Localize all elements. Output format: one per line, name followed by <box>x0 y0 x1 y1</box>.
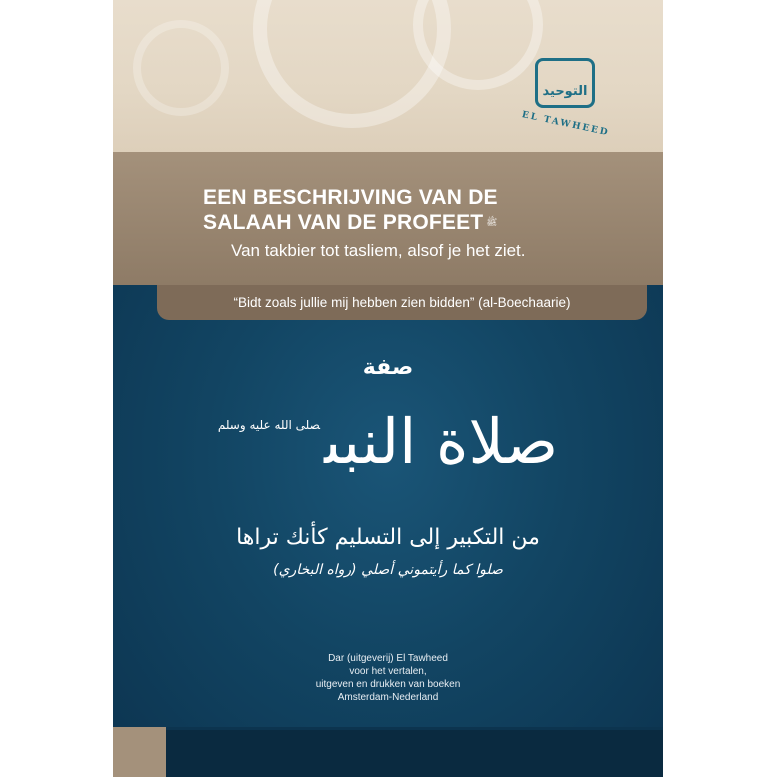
quote-text: “Bidt zoals jullie mij hebben zien bidden” (al-Boechaarie) <box>233 295 571 310</box>
honorific-glyph: ﷺ <box>486 218 498 228</box>
publisher-line: Amsterdam-Nederland <box>337 692 439 703</box>
book-subtitle: Van takbier tot tasliem, alsof je het ziet. <box>231 241 526 260</box>
logo-arabic-text: التوحيد <box>542 84 588 99</box>
publisher-info <box>113 652 663 704</box>
bottom-accent-strip <box>113 727 166 777</box>
quote-banner <box>157 285 647 320</box>
arabic-hadith: صلوا كما رأيتموني أصلي (رواه البخاري) <box>273 562 503 578</box>
cover-top-band <box>113 0 663 152</box>
arabic-main-title <box>113 405 663 479</box>
book-title-line-1: EEN BESCHRIJVING VAN DE <box>203 186 498 209</box>
arabic-sifa-heading: صفة <box>362 355 414 380</box>
bottom-divider <box>166 727 663 730</box>
publisher-line: voor het vertalen, <box>349 666 427 677</box>
bottom-dark-strip <box>166 727 663 777</box>
publisher-line: uitgeven en drukken van boeken <box>315 679 461 690</box>
book-title-line-2 <box>203 211 663 235</box>
book-title-line-2-text: SALAAH VAN DE PROFEET <box>203 211 484 234</box>
arabic-subtitle: من التكبير إلى التسليم كأنك تراها <box>236 525 540 550</box>
publisher-line: Dar (uitgeverij) El Tawheed <box>328 653 448 664</box>
arabic-honorific: صلى الله عليه وسلم <box>217 418 321 432</box>
logo-latin-text: EL TAWHEED <box>520 110 611 139</box>
ornament-decoration <box>133 20 229 116</box>
arabic-main-title-text: صلاة النبى <box>324 405 559 478</box>
logo-emblem <box>535 58 595 108</box>
book-cover <box>113 0 663 777</box>
publisher-logo <box>517 40 617 140</box>
